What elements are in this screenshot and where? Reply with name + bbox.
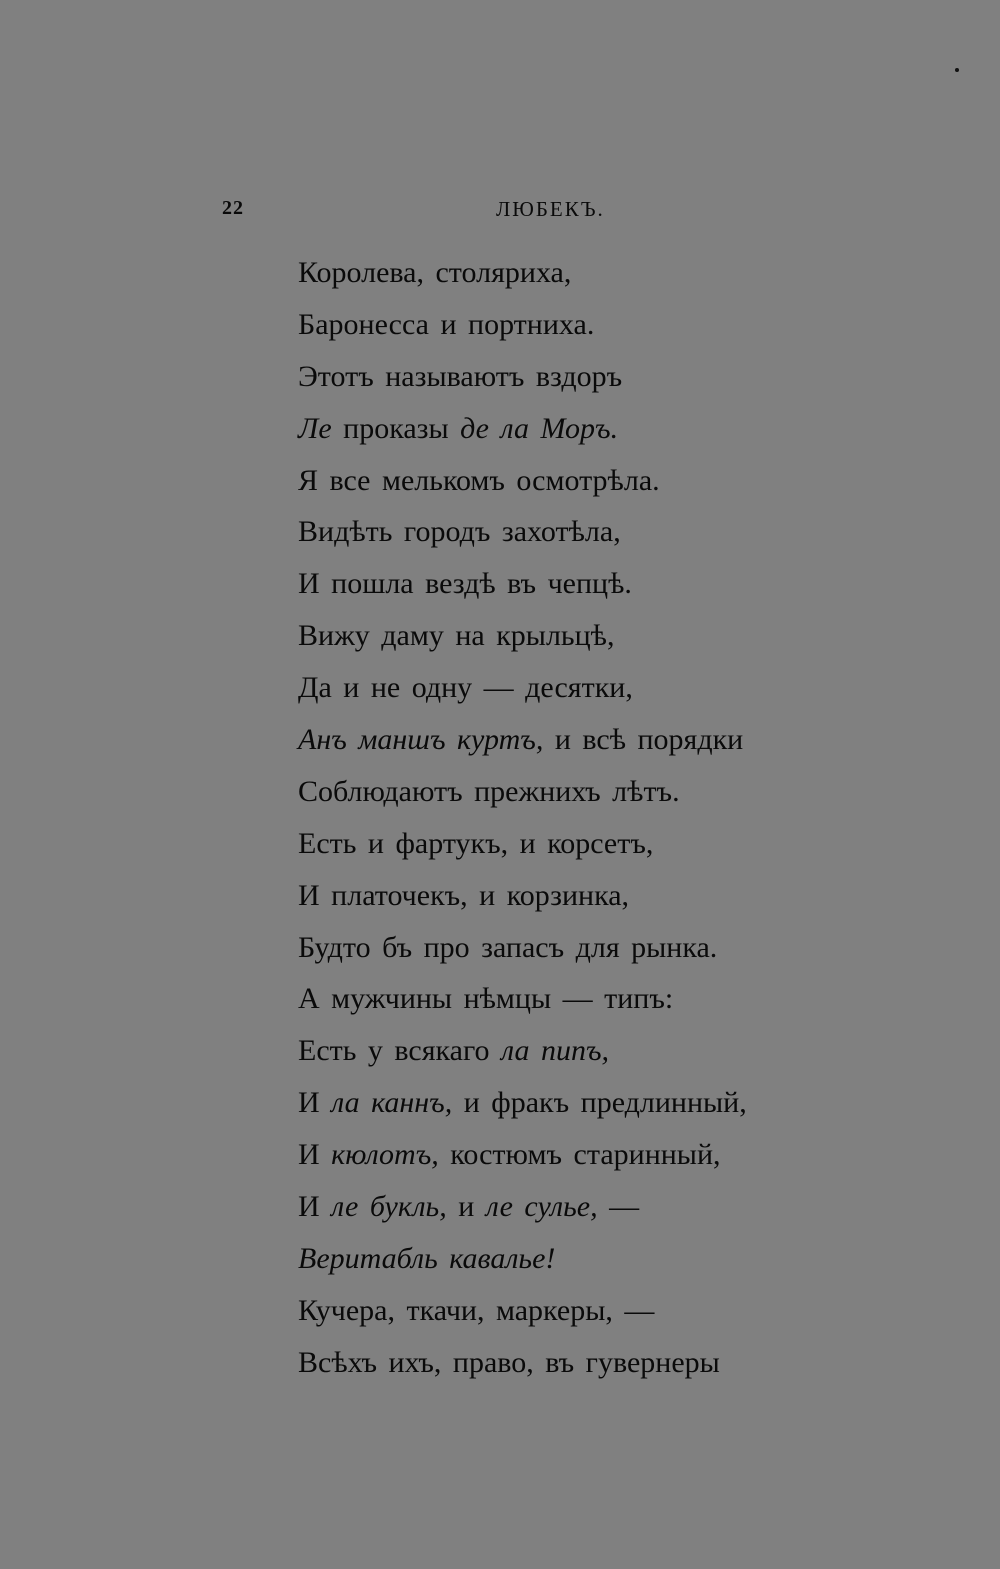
poem-text [298, 251, 747, 1393]
poem-line [298, 666, 747, 718]
poem-line-text: Королева, столяриха, [298, 256, 572, 289]
poem-line [298, 1237, 747, 1289]
poem-line-text: Соблюдаютъ прежнихъ лѣтъ. [298, 774, 680, 808]
poem-line-text: и всѣ порядки [543, 723, 744, 757]
poem-line [298, 977, 747, 1029]
poem-line-text: и фракъ предлинный, [452, 1086, 747, 1120]
poem-line-text: Я все мелькомъ осмотрѣла. [298, 463, 660, 497]
poem-line-italic-text: ла пипъ, [501, 1034, 610, 1068]
poem-line [298, 562, 747, 614]
poem-line-italic-text: Ле [298, 411, 332, 445]
poem-line [298, 1081, 747, 1133]
poem-line [298, 510, 747, 562]
poem-line-italic-text: де ла Моръ. [460, 411, 619, 445]
ink-speck [955, 68, 959, 72]
poem-line-text: Кучера, ткачи, маркеры, — [298, 1293, 655, 1327]
poem-line-text: Баронесса и портниха. [298, 307, 595, 341]
poem-line [298, 303, 747, 355]
poem-line-text: и [446, 1190, 486, 1224]
poem-line [298, 1185, 747, 1237]
running-title: ЛЮБЕКЪ. [496, 197, 605, 221]
poem-line-text: Есть у всякаго [298, 1034, 502, 1068]
page-number: 22 [222, 197, 244, 219]
poem-line-text: И платочекъ, и корзинка, [298, 878, 630, 912]
poem-line-italic-text: ле букль, [331, 1190, 447, 1224]
poem-line-text: проказы [331, 411, 461, 445]
poem-line [298, 926, 747, 978]
poem-line-text: Есть и фартукъ, и корсетъ, [298, 826, 654, 860]
poem-line-italic-text: Веритабль кавалье! [298, 1241, 556, 1275]
poem-line-text: — [597, 1190, 640, 1224]
poem-line [298, 874, 747, 926]
poem-line-text: И пошла вездѣ въ чепцѣ. [298, 567, 632, 601]
poem-line-text: Этотъ называютъ вздоръ [298, 359, 623, 393]
poem-line [298, 614, 747, 666]
poem-line [298, 1133, 747, 1185]
poem-line-italic-text: Анъ маншъ куртъ, [298, 723, 544, 757]
poem-line-text: Всѣхъ ихъ, право, въ гувернеры [298, 1345, 720, 1379]
poem-line-text: И [298, 1138, 332, 1172]
poem-line-italic-text: кюлотъ, [331, 1138, 439, 1172]
poem-line-text: Будто бъ про запасъ для рынка. [298, 930, 718, 964]
poem-line-text: И [298, 1190, 332, 1224]
poem-line-text: Вижу даму на крыльцѣ, [298, 619, 615, 653]
poem-line [298, 822, 747, 874]
poem-line-text: А мужчины нѣмцы — типъ: [298, 982, 674, 1016]
poem-line-text: Видѣть городъ захотѣла, [298, 515, 621, 549]
poem-line [298, 1029, 747, 1081]
poem-line [298, 355, 747, 407]
poem-line [298, 407, 747, 459]
poem-line [298, 770, 747, 822]
poem-line [298, 1341, 747, 1393]
poem-line-italic-text: ла каннъ, [331, 1086, 453, 1120]
poem-line [298, 718, 747, 770]
poem-line-text: костюмъ старинный, [438, 1138, 721, 1172]
poem-line-text: Да и не одну — десятки, [298, 671, 633, 705]
poem-line [298, 1289, 747, 1341]
poem-line-text: И [298, 1086, 332, 1120]
poem-line-italic-text: ле сулье, [485, 1190, 598, 1224]
poem-line [298, 251, 747, 303]
poem-line [298, 459, 747, 511]
